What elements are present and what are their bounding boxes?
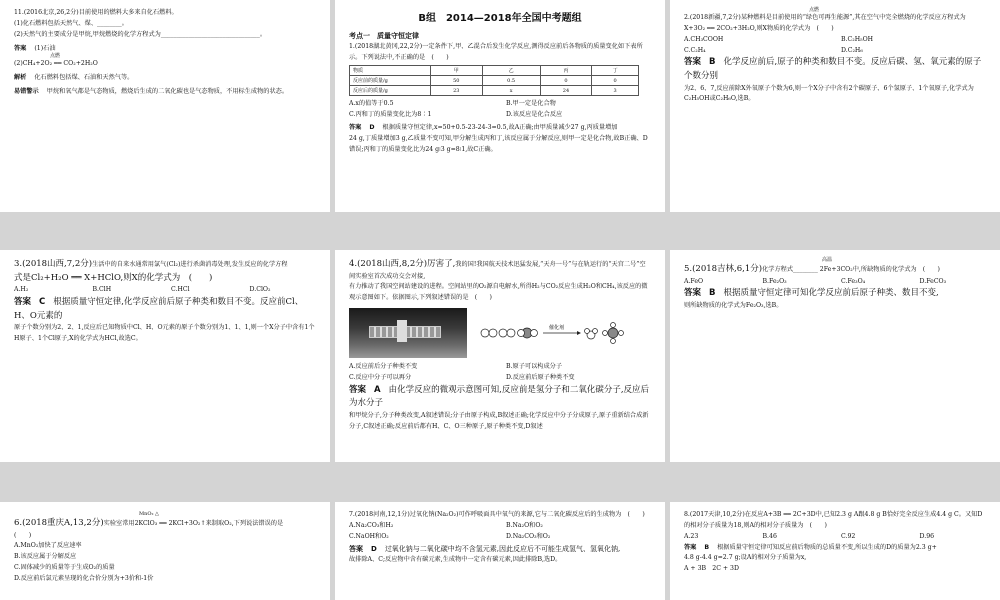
table-cell: 反应后的质量/g <box>350 86 431 96</box>
page-1 <box>0 0 330 212</box>
table-row <box>350 86 639 96</box>
question-4-text: 我的国!我国航天技术迅猛发展,“天舟一号”与在轨运行的“天宫二号”空间实验室首次成功交会对接, <box>349 261 646 280</box>
answer-text: 化学反应前后,原子的种类和数目不变。反应后碳、氢、氧元素的原子个数分别 <box>684 57 982 81</box>
condition: 点燃 <box>809 7 820 13</box>
page-2 <box>335 0 665 212</box>
option-d: D.C₂H₆ <box>841 46 863 54</box>
option-c: C.HCl <box>171 286 190 294</box>
answer-label: 答案 <box>349 544 363 553</box>
option-b: B.甲一定是化合物 <box>506 100 556 108</box>
page-4 <box>0 250 330 462</box>
answer-text-2: 原子个数分别为2、2、1,反应后已知物质中Cl、H、O元素的原子个数分别为1、1、1,则一个X分子中含有1个H原子、1个Cl原子,X的化学式为HCl,故选C。 <box>14 324 315 343</box>
table-cell: 3 <box>592 86 639 96</box>
answer-text: 根据质量守恒定律可知反应前后物质的总质量不变,所以生成的D的质量为2.3 g+ <box>717 543 937 551</box>
table-cell: 丙 <box>540 66 592 76</box>
question-11: 11.(2016北京,26,2分)目前使用的燃料大多来自化石燃料。 <box>14 9 178 16</box>
table-cell: 50 <box>430 76 482 86</box>
answer-text: 根据质量守恒定律,x=50+0.5-23-24-3=0.5,故A正确;由甲质量减少27 g,丙质量增加 <box>382 124 618 132</box>
page-9 <box>670 502 1000 600</box>
option-a: A.H₂ <box>14 286 29 294</box>
table-cell: 反应前的质量/g <box>350 76 431 86</box>
table-row <box>350 66 639 76</box>
table-cell: 甲 <box>430 66 482 76</box>
answer-text-2: 故排除A、C;反应物中含有碳元素,生成物中一定含有碳元素,因此排除B,选D。 <box>349 555 562 563</box>
page-8 <box>335 502 665 600</box>
page-7 <box>0 502 330 600</box>
space-station-photo <box>349 308 467 358</box>
table-cell: x <box>482 86 540 96</box>
answer-letter: C <box>39 297 46 308</box>
question-6-paren: ( ) <box>14 531 32 539</box>
option-d: D.反应前后原子种类不变 <box>506 373 575 381</box>
option-a: A.反应前后分子种类不变 <box>349 363 418 371</box>
option-c: C.固体减少的质量等于生成O₂的质量 <box>14 564 115 572</box>
question-5-text: 化学方程式 <box>762 266 794 273</box>
option-a: A.FeO <box>684 277 704 285</box>
group-title: B组 2014—2018年全国中考题组 <box>418 13 582 24</box>
question-1: 1.(2018湖北黄冈,22,2分)一定条件下,甲、乙混合后发生化学反应,测得反应前后各物质的质量变化如下表所示。下列说法中,不正确的是 ( ) <box>349 42 643 61</box>
condition: 高温 <box>822 257 833 263</box>
option-c: C.反应中分子可以再分 <box>349 373 412 381</box>
explain-text: 化石燃料包括煤、石油和天然气等。 <box>34 74 134 82</box>
mass-table <box>349 65 639 96</box>
table-cell: 0 <box>592 76 639 86</box>
question-11-part1: (1)化石燃料包括天然气、煤、________。 <box>14 19 128 27</box>
answer-text-2: 4.8 g-4.4 g=2.7 g;设A的相对分子质量为x, <box>684 554 807 562</box>
table-cell: 0.5 <box>482 76 540 86</box>
option-d: D.反应前后氯元素呈现的化合价分别为+3价和-1价 <box>14 574 154 582</box>
condition: 点燃 <box>50 53 61 60</box>
table-cell: 24 <box>540 86 592 96</box>
explain-label: 解析 <box>14 74 27 82</box>
reaction-figure <box>349 308 651 358</box>
option-c: C.NaOH和O₂ <box>349 532 389 540</box>
option-a: A.MnO₂加快了反应速率 <box>14 542 82 550</box>
answer-text: 根据质量守恒定律,化学反应前后原子种类和数目不变。反应前Cl、H、O元素的 <box>14 297 304 321</box>
answer-text-2: 为2、6、7,反应前除X外氧原子个数为6,则一个X分子中含有2个碳原子、6个氢原子、1个氧原子,化学式为C₂H₅OH或C₂H₆O,选B。 <box>684 84 974 103</box>
option-a: A.CH₃COOH <box>684 35 724 43</box>
answer-label: 答案 <box>684 543 697 551</box>
option-d: D.96 <box>919 532 935 540</box>
answer-letter: B <box>709 57 716 68</box>
question-3-equation: 式是Cl₂+H₂O ══ X+HClO,则X的化学式为 ( ) <box>14 272 213 283</box>
answer-label: 答案 <box>684 288 702 299</box>
molecule-diagram <box>477 313 627 353</box>
question-11-part2: (2)天然气的主要成分是甲烷,甲烷燃烧的化学方程式为________________________________。 <box>14 30 267 38</box>
answer-letter: A <box>374 384 381 395</box>
answer-text: 由化学反应的微观示意图可知,反应前是氢分子和二氧化碳分子,反应后为水分子 <box>349 384 650 409</box>
option-b: B.46 <box>762 532 777 540</box>
question-7: 7.(2018河南,12,1分)过氧化钠(Na₂O₂)可作呼吸面具中氧气的来源,它与二氧化碳反应后的生成物为 ( ) <box>349 511 645 518</box>
question-6-head: 6.(2018重庆A,13,2分) <box>14 518 104 528</box>
answer-letter: D <box>371 544 377 553</box>
option-c: C.丙和丁的质量变化比为8∶1 <box>349 111 432 119</box>
answer-label: 答案 <box>14 297 32 308</box>
catalyst-label: 催化剂 <box>549 325 565 332</box>
option-d: D.FeCO₃ <box>919 277 947 285</box>
option-a: A.Na₂CO₃和H₂ <box>349 521 394 529</box>
answer-label: 答案 <box>14 44 27 52</box>
question-4-head: 4.(2018山西,8,2分)厉害了, <box>349 259 456 269</box>
equation: A + 3B 2C + 3D <box>684 565 739 573</box>
option-c: C.Fe₃O₄ <box>841 277 866 285</box>
answer-text: 根据质量守恒定律可知化学反应前后原子种类、数目不变, <box>723 288 939 299</box>
option-a: A.23 <box>684 532 699 540</box>
option-b: B.Na₂O和O₂ <box>506 521 543 529</box>
option-b: B.Fe₂O₃ <box>762 277 787 285</box>
answer-letter: D <box>369 124 375 132</box>
option-c: C.92 <box>841 532 856 540</box>
option-d: D.ClO₂ <box>249 286 271 294</box>
answer-label: 答案 <box>349 384 367 395</box>
table-cell: 23 <box>430 86 482 96</box>
answer-text-2: 24 g,丁质量增加3 g,乙质量不变可知,甲分解生成丙和丁,该反应属于分解反应,则甲一定是化合物,故B正确、D错误;丙和丁的质量变化比为24 g∶3 g=8∶1,故C正确。 <box>349 134 648 153</box>
option-d: D.Na₂CO₃和O₂ <box>506 532 551 540</box>
page-3 <box>670 0 1000 212</box>
option-b: B.该反应属于分解反应 <box>14 553 77 561</box>
option-d: D.该反应是化合反应 <box>506 111 563 119</box>
option-c: C.C₂H₄ <box>684 46 706 54</box>
question-8: 8.(2017天津,10,2分)在反应A+3B ══ 2C+3D中,已知2.3 g A跟4.8 g B恰好完全反应生成4.4 g C。又知D的相对分子质量为18,则A的相对分子质量为 ( ) <box>684 511 983 529</box>
warn-text: 甲烷和氧气都是气态物质，燃烧后生成的二氧化碳也是气态物质，不用标生成物的状态。 <box>46 88 289 96</box>
question-5-blank: ________ <box>793 266 818 273</box>
option-b: B.ClH <box>92 286 112 294</box>
page-6 <box>670 250 1000 462</box>
answer-letter: B <box>709 288 716 299</box>
answer-label: 答案 <box>684 57 702 68</box>
option-b: B.C₂H₅OH <box>841 35 874 43</box>
table-cell: 丁 <box>592 66 639 76</box>
table-row <box>350 76 639 86</box>
question-3-text: 生活中的自来水通常用氯气(Cl₂)进行杀菌消毒处理,发生反应的化学方程 <box>92 261 288 268</box>
question-5-text-2: 2Fe+3CO₂中,所缺物质的化学式为 ( ) <box>819 266 940 273</box>
warn-label: 易错警示 <box>14 88 39 96</box>
option-a: A.x的值等于0.5 <box>349 100 394 108</box>
page-5 <box>335 250 665 462</box>
question-2: 2.(2018新疆,7,2分)某种燃料是目前使用的“绿色可再生能源”,其在空气中完全燃烧的化学反应方程式为X+3O₂ ══ 2CO₂+3H₂O,则X物质的化学式为 ( ) <box>684 14 966 32</box>
condition: MnO₂ △ <box>139 511 159 517</box>
question-4-text-2: 有力推动了我国空间站建设的进程。空间站里的O₂源自电解水,所得H₂与CO₂反应生成H₂O和CH₄,该反应的微观示意图如下。依据图示,下列叙述错误的是 ( ) <box>349 283 648 302</box>
answer-2: (2)CH₄+2O₂ ══ CO₂+2H₂O <box>14 60 98 68</box>
table-cell: 物质 <box>350 66 431 76</box>
answer-letter: B <box>704 543 710 551</box>
question-6-text: 实验室常用2KClO₃ ══ 2KCl+3O₂↑来制取O₂,下列说法错误的是 <box>103 520 284 527</box>
answer-1: (1)石油 <box>34 44 56 52</box>
table-cell: 0 <box>540 76 592 86</box>
answer-label: 答案 <box>349 124 362 132</box>
section-title: 考点一 质量守恒定律 <box>349 31 419 40</box>
option-b: B.原子可以构成分子 <box>506 363 563 371</box>
question-5-head: 5.(2018吉林,6,1分) <box>684 264 763 274</box>
answer-text-2: 则所缺物质的化学式为Fe₂O₃,选B。 <box>684 302 783 310</box>
table-cell: 乙 <box>482 66 540 76</box>
answer-text: 过氧化钠与二氧化碳中均不含氢元素,因此反应后不可能生成氢气、氢氧化钠, <box>384 544 621 553</box>
question-3-head: 3.(2018山西,7,2分) <box>14 259 93 269</box>
answer-text-2: 和甲烷分子,分子种类改变,A叙述错误;分子由原子构成,B叙述正确;化学反应中分子分成原子,原子重新结合成新分子,C叙述正确;反应前后都有H、C、O三种原子,原子种类不变,D叙述 <box>349 412 649 430</box>
